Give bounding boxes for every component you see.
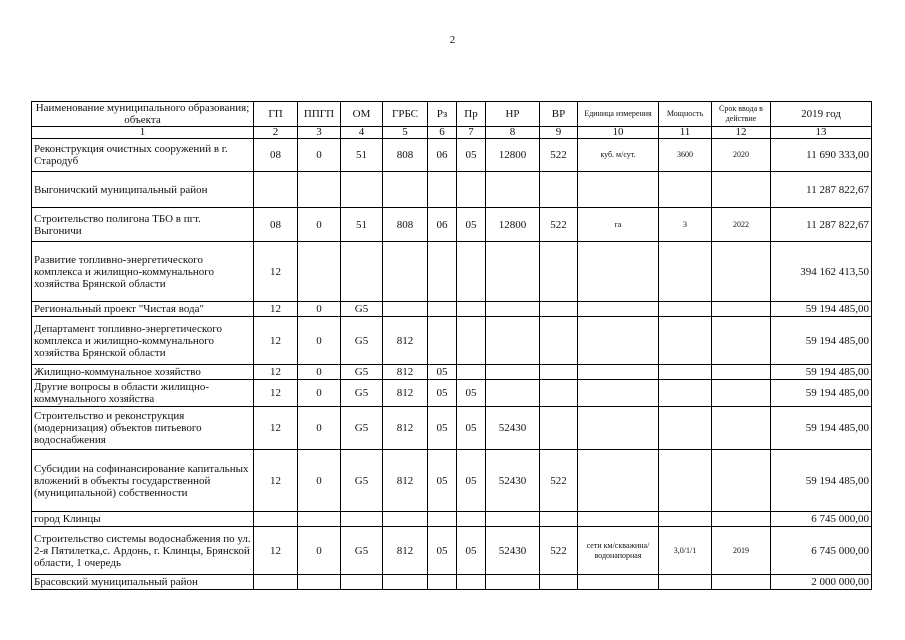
header-unit: Единица измерения: [578, 102, 659, 127]
row-pr: 05: [457, 380, 486, 407]
row-pr: [457, 365, 486, 380]
row-nr: [486, 380, 540, 407]
table-row: [32, 317, 872, 365]
row-rz: [428, 512, 457, 527]
row-gp: 08: [254, 139, 298, 172]
budget-table: [31, 101, 872, 590]
column-number: 3: [298, 127, 341, 139]
column-number: 8: [486, 127, 540, 139]
row-gp: 12: [254, 527, 298, 575]
row-pr: [457, 317, 486, 365]
row-gp: 12: [254, 365, 298, 380]
row-nr: [486, 575, 540, 590]
row-unit: [578, 242, 659, 302]
row-amount: 11 287 822,67: [771, 208, 872, 242]
row-grbs: 808: [383, 208, 428, 242]
row-om: [341, 172, 383, 208]
row-om: [341, 512, 383, 527]
column-number: 7: [457, 127, 486, 139]
row-power: [659, 242, 712, 302]
table-row: [32, 527, 872, 575]
row-ppgp: 0: [298, 302, 341, 317]
column-number: 2: [254, 127, 298, 139]
row-power: [659, 302, 712, 317]
header-pr: Пр: [457, 102, 486, 127]
row-term: [712, 450, 771, 512]
row-rz: 05: [428, 450, 457, 512]
header-vr: ВР: [540, 102, 578, 127]
table-row: [32, 208, 872, 242]
table-row: [32, 172, 872, 208]
row-om: G5: [341, 407, 383, 450]
row-om: G5: [341, 450, 383, 512]
header-name: Наименование муниципального образования; объекта: [32, 102, 254, 127]
row-name: город Клинцы: [32, 512, 254, 527]
row-om: [341, 575, 383, 590]
row-grbs: 812: [383, 527, 428, 575]
row-vr: 522: [540, 450, 578, 512]
row-grbs: 808: [383, 139, 428, 172]
row-ppgp: [298, 575, 341, 590]
row-amount: 59 194 485,00: [771, 407, 872, 450]
row-nr: [486, 365, 540, 380]
row-nr: 12800: [486, 139, 540, 172]
row-rz: 05: [428, 365, 457, 380]
row-rz: [428, 575, 457, 590]
row-rz: 05: [428, 407, 457, 450]
row-gp: 12: [254, 242, 298, 302]
row-vr: [540, 317, 578, 365]
row-rz: 06: [428, 139, 457, 172]
row-grbs: 812: [383, 407, 428, 450]
table-row: [32, 139, 872, 172]
header-nr: НР: [486, 102, 540, 127]
row-ppgp: 0: [298, 208, 341, 242]
row-vr: [540, 407, 578, 450]
table-row: [32, 302, 872, 317]
row-power: [659, 172, 712, 208]
row-power: [659, 365, 712, 380]
row-amount: 59 194 485,00: [771, 450, 872, 512]
column-number: 12: [712, 127, 771, 139]
row-om: G5: [341, 365, 383, 380]
header-rz: Рз: [428, 102, 457, 127]
column-number: 13: [771, 127, 872, 139]
row-ppgp: 0: [298, 317, 341, 365]
row-ppgp: 0: [298, 527, 341, 575]
row-gp: [254, 512, 298, 527]
row-unit: куб. м/сут.: [578, 139, 659, 172]
row-pr: [457, 172, 486, 208]
row-unit: сети км/скважина/ водонапорная: [578, 527, 659, 575]
row-gp: 12: [254, 407, 298, 450]
row-om: G5: [341, 317, 383, 365]
table-row: [32, 365, 872, 380]
row-amount: 11 690 333,00: [771, 139, 872, 172]
table-row: [32, 575, 872, 590]
row-vr: [540, 512, 578, 527]
column-number: 11: [659, 127, 712, 139]
row-pr: [457, 575, 486, 590]
row-unit: [578, 512, 659, 527]
row-amount: 59 194 485,00: [771, 317, 872, 365]
row-power: 3: [659, 208, 712, 242]
row-unit: [578, 407, 659, 450]
row-name: Строительство системы водоснабжения по ул. 2-я Пятилетка,с. Ардонь, г. Клинцы, Брянской области, 1 очередь: [32, 527, 254, 575]
row-name: Развитие топливно-энергетического комплекса и жилищно-коммунального хозяйства Брянской области: [32, 242, 254, 302]
header-term: Срок ввода в действие: [712, 102, 771, 127]
row-nr: [486, 512, 540, 527]
row-ppgp: 0: [298, 380, 341, 407]
row-name: Выгоничский муниципальный район: [32, 172, 254, 208]
row-unit: [578, 302, 659, 317]
row-amount: 11 287 822,67: [771, 172, 872, 208]
row-unit: [578, 450, 659, 512]
page-number: 2: [449, 34, 456, 46]
row-rz: 05: [428, 527, 457, 575]
header-om: ОМ: [341, 102, 383, 127]
column-number-row: [32, 127, 872, 139]
row-power: 3,0/1/1: [659, 527, 712, 575]
table-row: [32, 512, 872, 527]
row-om: 51: [341, 208, 383, 242]
row-gp: 12: [254, 317, 298, 365]
row-ppgp: [298, 172, 341, 208]
row-vr: [540, 172, 578, 208]
row-om: [341, 242, 383, 302]
row-nr: 12800: [486, 208, 540, 242]
row-ppgp: 0: [298, 365, 341, 380]
row-nr: [486, 302, 540, 317]
row-ppgp: 0: [298, 139, 341, 172]
row-vr: 522: [540, 139, 578, 172]
column-number: 6: [428, 127, 457, 139]
row-gp: 12: [254, 380, 298, 407]
row-grbs: 812: [383, 365, 428, 380]
row-om: G5: [341, 527, 383, 575]
row-amount: 59 194 485,00: [771, 302, 872, 317]
row-pr: 05: [457, 139, 486, 172]
row-term: [712, 365, 771, 380]
row-unit: га: [578, 208, 659, 242]
row-unit: [578, 380, 659, 407]
row-term: 2019: [712, 527, 771, 575]
row-power: [659, 575, 712, 590]
row-grbs: [383, 575, 428, 590]
row-vr: [540, 365, 578, 380]
row-grbs: 812: [383, 380, 428, 407]
row-power: [659, 317, 712, 365]
row-amount: 59 194 485,00: [771, 365, 872, 380]
row-rz: 05: [428, 380, 457, 407]
table-row: [32, 407, 872, 450]
row-term: [712, 380, 771, 407]
row-amount: 6 745 000,00: [771, 512, 872, 527]
row-vr: 522: [540, 208, 578, 242]
row-rz: [428, 242, 457, 302]
column-number: 1: [32, 127, 254, 139]
row-term: [712, 302, 771, 317]
row-ppgp: 0: [298, 450, 341, 512]
row-vr: [540, 380, 578, 407]
row-rz: [428, 302, 457, 317]
row-term: 2022: [712, 208, 771, 242]
row-grbs: [383, 242, 428, 302]
header-row: [32, 102, 872, 127]
row-pr: 05: [457, 407, 486, 450]
row-nr: 52430: [486, 407, 540, 450]
row-ppgp: [298, 512, 341, 527]
row-grbs: [383, 512, 428, 527]
header-year: 2019 год: [771, 102, 872, 127]
row-name: Другие вопросы в области жилищно-коммунального хозяйства: [32, 380, 254, 407]
row-pr: 05: [457, 527, 486, 575]
row-power: [659, 512, 712, 527]
row-name: Строительство и реконструкция (модернизация) объектов питьевого водоснабжения: [32, 407, 254, 450]
row-name: Жилищно-коммунальное хозяйство: [32, 365, 254, 380]
table-row: [32, 242, 872, 302]
row-vr: [540, 302, 578, 317]
column-number: 9: [540, 127, 578, 139]
row-name: Реконструкция очистных сооружений в г. Стародуб: [32, 139, 254, 172]
row-amount: 6 745 000,00: [771, 527, 872, 575]
row-rz: 06: [428, 208, 457, 242]
row-gp: [254, 575, 298, 590]
row-nr: [486, 172, 540, 208]
row-grbs: [383, 172, 428, 208]
column-number: 10: [578, 127, 659, 139]
row-om: G5: [341, 380, 383, 407]
row-amount: 2 000 000,00: [771, 575, 872, 590]
row-vr: 522: [540, 527, 578, 575]
row-rz: [428, 172, 457, 208]
row-term: 2020: [712, 139, 771, 172]
row-name: Брасовский муниципальный район: [32, 575, 254, 590]
row-gp: 12: [254, 302, 298, 317]
row-name: Региональный проект "Чистая вода": [32, 302, 254, 317]
row-pr: 05: [457, 208, 486, 242]
row-amount: 59 194 485,00: [771, 380, 872, 407]
row-nr: 52430: [486, 527, 540, 575]
row-term: [712, 512, 771, 527]
row-om: G5: [341, 302, 383, 317]
row-vr: [540, 242, 578, 302]
row-gp: [254, 172, 298, 208]
row-unit: [578, 317, 659, 365]
row-power: 3600: [659, 139, 712, 172]
row-gp: 12: [254, 450, 298, 512]
row-amount: 394 162 413,50: [771, 242, 872, 302]
row-ppgp: [298, 242, 341, 302]
row-term: [712, 407, 771, 450]
row-power: [659, 380, 712, 407]
header-gp: ГП: [254, 102, 298, 127]
row-nr: [486, 242, 540, 302]
table-row: [32, 450, 872, 512]
row-unit: [578, 172, 659, 208]
row-name: Департамент топливно-энергетического комплекса и жилищно-коммунального хозяйства Брянской области: [32, 317, 254, 365]
row-power: [659, 450, 712, 512]
row-pr: [457, 302, 486, 317]
row-term: [712, 575, 771, 590]
row-grbs: [383, 302, 428, 317]
row-vr: [540, 575, 578, 590]
row-unit: [578, 365, 659, 380]
header-ppgp: ППГП: [298, 102, 341, 127]
row-grbs: 812: [383, 450, 428, 512]
row-rz: [428, 317, 457, 365]
row-term: [712, 242, 771, 302]
column-number: 5: [383, 127, 428, 139]
table-row: [32, 380, 872, 407]
header-grbs: ГРБС: [383, 102, 428, 127]
header-power: Мощность: [659, 102, 712, 127]
row-power: [659, 407, 712, 450]
row-om: 51: [341, 139, 383, 172]
row-pr: 05: [457, 450, 486, 512]
row-nr: 52430: [486, 450, 540, 512]
row-name: Строительство полигона ТБО в пгт. Выгоничи: [32, 208, 254, 242]
row-pr: [457, 512, 486, 527]
row-nr: [486, 317, 540, 365]
row-name: Субсидии на софинансирование капитальных вложений в объекты государственной (муниципальной) собственности: [32, 450, 254, 512]
row-pr: [457, 242, 486, 302]
row-gp: 08: [254, 208, 298, 242]
row-unit: [578, 575, 659, 590]
row-ppgp: 0: [298, 407, 341, 450]
row-grbs: 812: [383, 317, 428, 365]
row-term: [712, 172, 771, 208]
row-term: [712, 317, 771, 365]
column-number: 4: [341, 127, 383, 139]
